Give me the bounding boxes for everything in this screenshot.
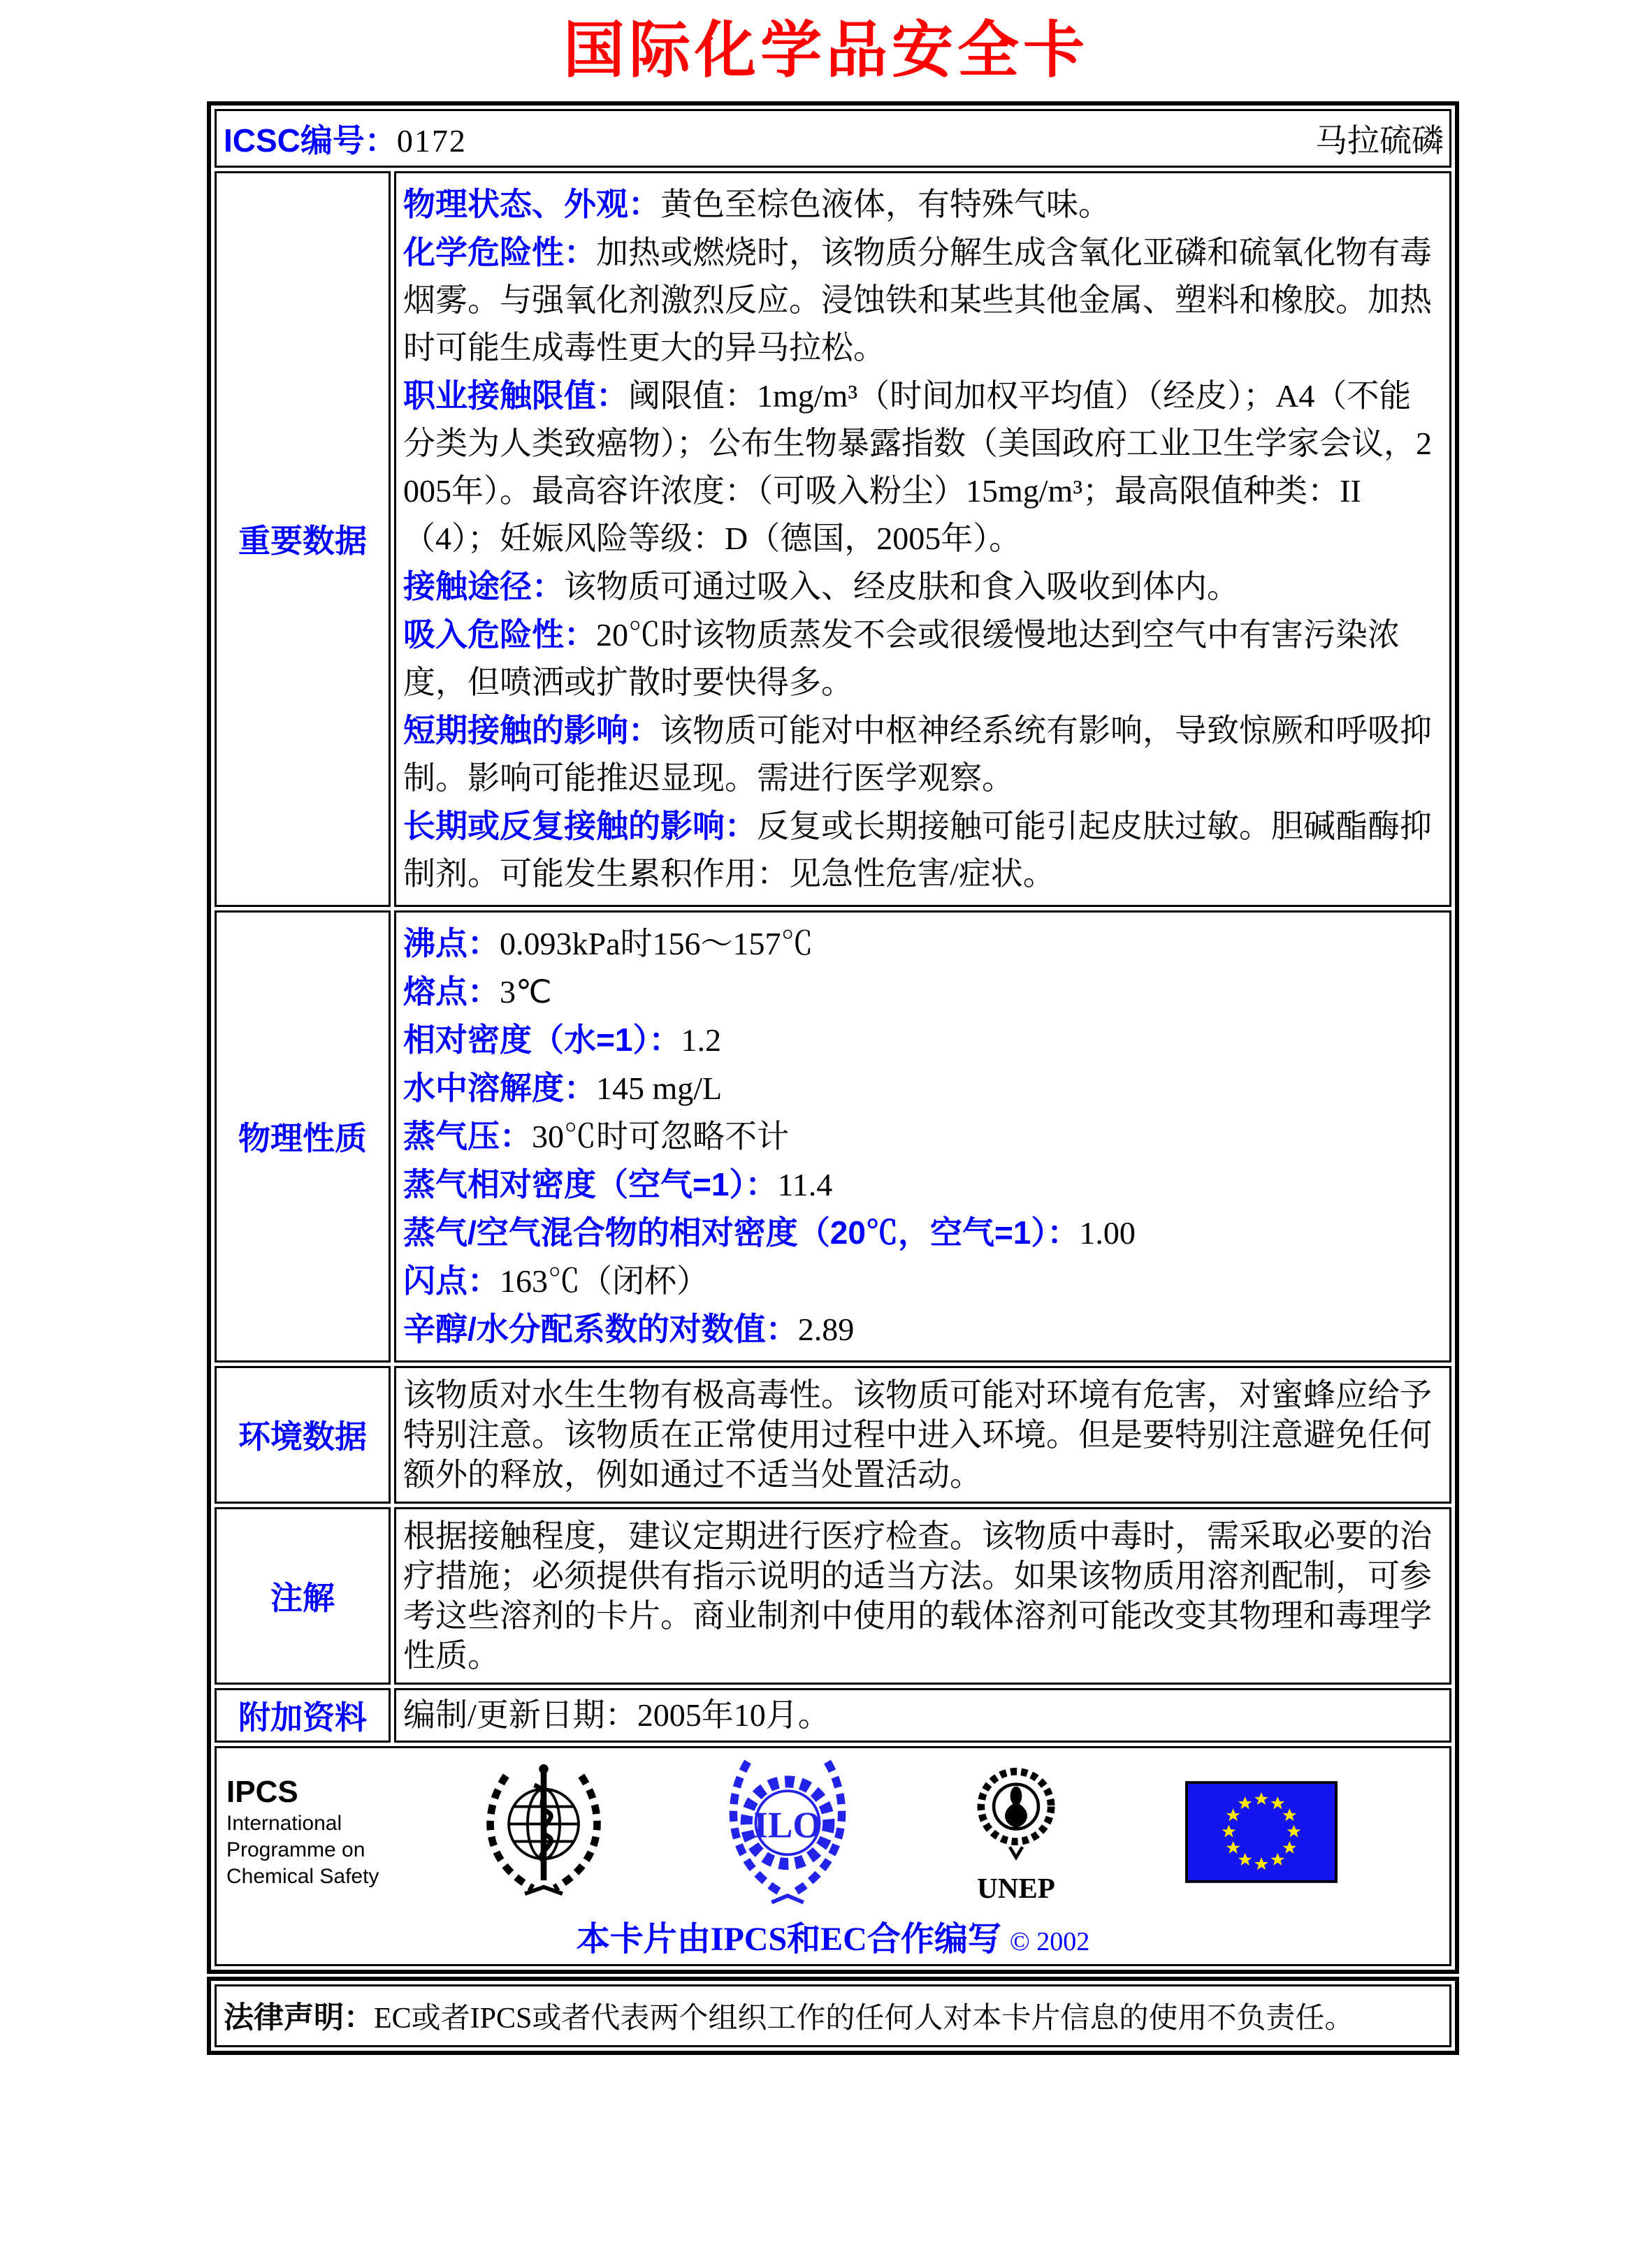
phys-item-octanol-water: [403, 1305, 1441, 1353]
field-text: 阈限值：1mg/m³（时间加权平均值）（经皮）；A4（不能分类为人类致癌物）；公布生物暴露指数（美国政府工业卫生学家会议，2005年）。最高容许浓度：（可吸入粉尘）15mg/m³；最高限值种类：II（4）；妊娠风险等级：D（德国，2005年）。: [403, 377, 1432, 556]
row-label-important-data: 重要数据: [215, 171, 391, 907]
field-text: 反复或长期接触可能引起皮肤过敏。胆碱酯酶抑制剂。可能发生累积作用：见急性危害/症状。: [403, 808, 1432, 892]
header-bar: [224, 115, 1444, 161]
unep-letters: UNEP: [977, 1872, 1055, 1905]
field-text: 11.4: [777, 1166, 833, 1203]
field-text: 加热或燃烧时，该物质分解生成含氧化亚磷和硫氧化物有毒烟雾。与强氧化剂激烈反应。浸蚀铁和某些其他金属、塑料和橡胶。加热时可能生成毒性更大的异马拉松。: [403, 234, 1432, 365]
phys-item-vapor-density: [403, 1161, 1441, 1209]
field-label: 蒸气相对密度（空气=1）：: [403, 1165, 778, 1203]
field-text: 3℃: [500, 973, 552, 1010]
notes-content: [394, 1507, 1451, 1685]
phys-item-relative-density: [403, 1016, 1441, 1064]
icsc-number-value: 0172: [396, 122, 467, 159]
important-data-row: [215, 171, 1451, 907]
field-label: 物理状态、外观：: [403, 185, 660, 222]
field-label: 短期接触的影响：: [403, 711, 660, 748]
ipcs-line-3: Chemical Safety: [226, 1864, 379, 1888]
field-text: 该物质可能对中枢神经系统有影响，导致惊厥和呼吸抑制。影响可能推迟显现。需进行医学观察。: [403, 712, 1432, 796]
important-item-exposure-routes: [403, 562, 1441, 611]
field-label: 接触途径：: [403, 567, 564, 604]
row-label-physical-properties: 物理性质: [215, 910, 391, 1363]
field-label: 相对密度（水=1）：: [403, 1021, 681, 1058]
field-label: 蒸气压：: [403, 1117, 532, 1154]
important-item-inhalation-risk: [403, 611, 1441, 706]
additional-info-row: [215, 1688, 1451, 1743]
legal-cell: [215, 1984, 1451, 2047]
field-text: 1.00: [1079, 1214, 1136, 1251]
phys-item-water-solubility: [403, 1064, 1441, 1112]
notes-text: 根据接触程度，建议定期进行医疗检查。该物质中毒时，需采取必要的治疗措施；必须提供有指示说明的适当方法。如果该物质用溶剂配制，可参考这些溶剂的卡片。商业制剂中使用的载体溶剂可能改变其物理和毒理学性质。: [403, 1518, 1432, 1673]
legal-row: [215, 1984, 1451, 2047]
field-text: 2.89: [797, 1311, 855, 1347]
ilo-logo-icon: [721, 1754, 854, 1910]
chemical-name: 马拉硫磷: [1315, 122, 1444, 159]
row-label-environment-data: 环境数据: [215, 1366, 391, 1504]
environment-data-row: [215, 1366, 1451, 1504]
ilo-letters: ILO: [753, 1805, 822, 1846]
field-label: 闪点：: [403, 1262, 500, 1299]
field-label: 长期或反复接触的影响：: [403, 807, 757, 844]
legal-label: 法律声明：: [224, 2001, 374, 2035]
legal-table: [207, 1977, 1459, 2055]
phys-item-vapor-pressure: [403, 1112, 1441, 1161]
legal-text: EC或者IPCS或者代表两个组织工作的任何人对本卡片信息的使用不负责任。: [374, 2003, 1354, 2035]
header-cell: [215, 109, 1451, 168]
additional-info-text: 编制/更新日期：2005年10月。: [403, 1697, 830, 1733]
unep-logo-icon: [963, 1757, 1069, 1907]
logos-row: [215, 1746, 1451, 1966]
field-text: 30℃时可忽略不计: [532, 1118, 789, 1154]
field-label: 熔点：: [403, 973, 500, 1010]
ipcs-line-2: Programme on: [226, 1838, 365, 1861]
environment-data-content: [394, 1366, 1451, 1504]
caption-text: 本卡片由IPCS和EC合作编写: [576, 1920, 1001, 1958]
phys-item-melting-point: [403, 968, 1441, 1016]
ipcs-acronym: IPCS: [226, 1774, 298, 1809]
physical-properties-row: [215, 910, 1451, 1363]
icsc-main-table: [207, 101, 1459, 1974]
page-title: 国际化学品安全卡: [563, 17, 1089, 85]
eu-flag-icon: [1185, 1781, 1338, 1883]
icsc-card-page: [0, 18, 1652, 2055]
important-item-occupational-limits: [403, 372, 1441, 562]
important-item-long-term-effects: [403, 802, 1441, 898]
header-row: [215, 109, 1451, 168]
ipcs-line-1: International: [226, 1811, 342, 1835]
field-text: 0.093kPa时156～157℃: [500, 925, 813, 961]
field-text: 黄色至棕色液体，有特殊气味。: [660, 186, 1110, 222]
field-text: 1.2: [681, 1022, 721, 1058]
ipcs-logo: [226, 1774, 410, 1890]
logo-strip: [217, 1754, 1449, 1910]
field-label: 水中溶解度：: [403, 1069, 596, 1106]
field-label: 化学危险性：: [403, 233, 596, 270]
phys-item-vapor-air-density: [403, 1209, 1441, 1257]
important-item-physical-state: [403, 180, 1441, 228]
additional-info-content: [394, 1688, 1451, 1743]
row-label-additional-info: 附加资料: [215, 1688, 391, 1743]
field-label: 职业接触限值：: [403, 377, 628, 414]
physical-properties-content: [394, 910, 1451, 1363]
important-data-content: [394, 171, 1451, 907]
phys-item-boiling-point: [403, 920, 1441, 968]
field-label: 辛醇/水分配系数的对数值：: [403, 1310, 798, 1347]
important-item-chemical-danger: [403, 228, 1441, 372]
field-label: 蒸气/空气混合物的相对密度（20℃，空气=1）：: [403, 1214, 1080, 1251]
logos-cell: [215, 1746, 1451, 1966]
icsc-number-label: ICSC编号：: [224, 122, 397, 159]
field-text: 20℃时该物质蒸发不会或很缓慢地达到空气中有害污染浓度，但喷洒或扩散时要快得多。: [403, 616, 1400, 700]
field-text: 145 mg/L: [596, 1070, 723, 1106]
field-text: 163℃（闭杯）: [500, 1263, 709, 1299]
environment-text: 该物质对水生生物有极高毒性。该物质可能对环境有危害，对蜜蜂应给予特别注意。该物质在正常使用过程中进入环境。但是要特别注意避免任何额外的释放，例如通过不适当处置活动。: [403, 1376, 1432, 1492]
field-text: 该物质可通过吸入、经皮肤和食入吸收到体内。: [564, 568, 1239, 604]
field-label: 吸入危险性：: [403, 616, 596, 653]
card-container: [207, 101, 1459, 2055]
icsc-number-group: [224, 115, 467, 161]
phys-item-flash-point: [403, 1257, 1441, 1305]
field-label: 沸点：: [403, 924, 500, 961]
cooperation-caption: [217, 1912, 1449, 1960]
caption-year: © 2002: [1009, 1926, 1090, 1956]
row-label-notes: 注解: [215, 1507, 391, 1685]
important-item-short-term-effects: [403, 706, 1441, 802]
notes-row: [215, 1507, 1451, 1685]
who-logo-icon: [477, 1762, 611, 1902]
